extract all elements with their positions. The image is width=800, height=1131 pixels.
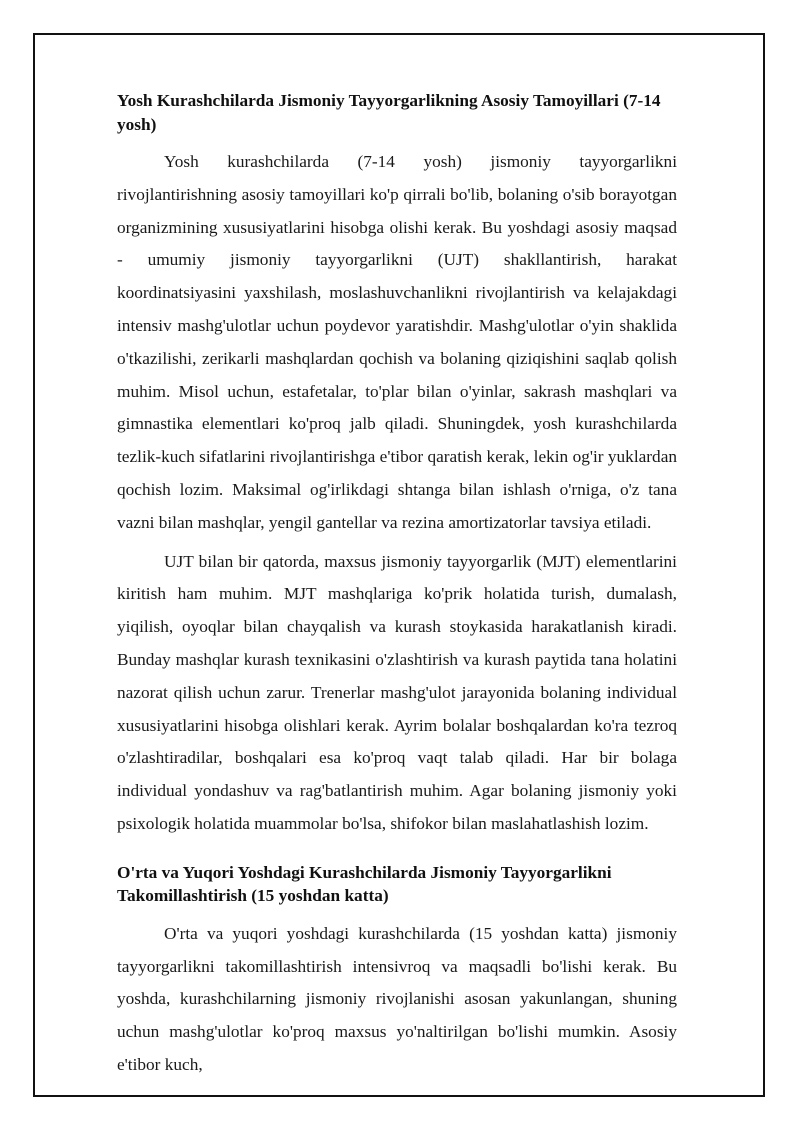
paragraph-principles: Yosh kurashchilarda (7-14 yosh) jismoniy tayyorgarlikni rivojlantirishning asosiy tamoyillari ko'p qirrali bo'lib, bolaning o'sib borayotgan organizmining xususiyatlarini hisobga olishi kerak. Bu yoshdagi asosiy maqsad - umumiy jismoniy tayyorgarlikni (UJT) shakllantirish, harakat koordinatsiyasini yaxshilash, moslashuvchanlikni rivojlantirish va kelajakdagi intensiv mashg'ulotlar uchun poydevor yaratishdir. Mashg'ulotlar o'yin shaklida o'tkazilishi, zerikarli mashqlardan qochish va bolaning qiziqishini saqlab qolish muhim. Misol uchun, estafetalar, to'plar bilan o'yinlar, sakrash mashqlari va gimnastika elementlari ko'proq jalb qiladi. Shuningdek, yosh kurashchilarda tezlik-kuch sifatlarini rivojlantirishga e'tibor qaratish kerak, lekin og'ir yuklardan qochish lozim. Maksimal og'irlikdagi shtanga bilan ishlash o'rniga, o'z tana vazni bilan mashqlar, yengil gantellar va rezina amortizatorlar tavsiya etiladi. [117,152,677,532]
document-body [117,89,677,1082]
page-frame [33,33,765,1097]
paragraph-improvement: O'rta va yuqori yoshdagi kurashchilarda (15 yoshdan katta) jismoniy tayyorgarlikni takomillashtirish intensivroq va maqsadli bo'lishi kerak. Bu yoshda, kurashchilarning jismoniy rivojlanishi asosan yakunlangan, shuning uchun mashg'ulotlar ko'proq maxsus yo'naltirilgan bo'lishi mumkin. Asosiy e'tibor kuch, [117,923,677,1074]
section-heading-older-wrestlers: O'rta va Yuqori Yoshdagi Kurashchilarda Jismoniy Tayyorgarlikni Takomillashtirish (15 yoshdan katta) [117,862,612,906]
section-heading-young-wrestlers: Yosh Kurashchilarda Jismoniy Tayyorgarlikning Asosiy Tamoyillari (7-14 yosh) [117,91,661,134]
paragraph-special-training: UJT bilan bir qatorda, maxsus jismoniy tayyorgarlik (MJT) elementlarini kiritish ham muhim. MJT mashqlariga ko'prik holatida turish, dumalash, yiqilish, oyoqlar bilan chayqalish va kurash stoykasida harakatlanish kiradi. Bunday mashqlar kurash texnikasini o'zlashtirish va kurash paytida tana holatini nazorat qilish uchun zarur. Trenerlar mashg'ulot jarayonida bolaning individual xususiyatlarini hisobga olishlari kerak. Ayrim bolalar boshqalardan ko'ra tezroq o'zlashtiradilar, boshqalari esa ko'proq vaqt talab qiladi. Har bir bolaga individual yondashuv va rag'batlantirish muhim. Agar bolaning jismoniy yoki psixologik holatida muammolar bo'lsa, shifokor bilan maslahatlashish lozim. [117,551,677,833]
